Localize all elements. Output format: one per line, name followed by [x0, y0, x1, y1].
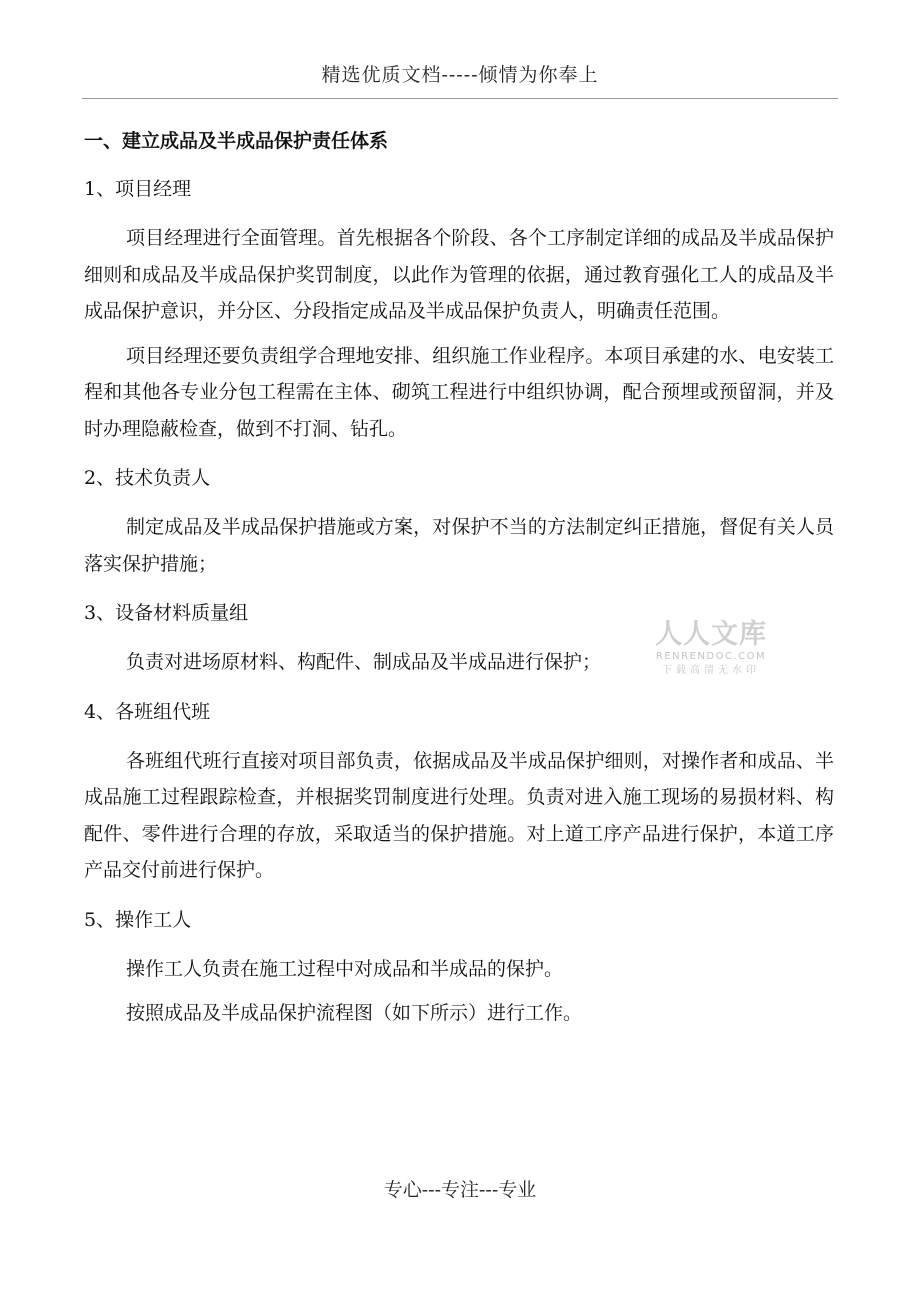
section-title: 一、建立成品及半成品保护责任体系	[84, 130, 389, 152]
paragraph: 各班组代班行直接对项目部负责，依据成品及半成品保护细则，对操作者和成品、半成品施工过程跟踪检查，并根据奖罚制度进行处理。负责对进入施工现场的易损材料、构配件、零件进行合理的存放，采取适当的保护措施。对上道工序产品进行保护，本道工序产品交付前进行保护。	[84, 749, 834, 881]
header-divider	[82, 98, 838, 99]
paragraph: 操作工人负责在施工过程中对成品和半成品的保护。	[126, 957, 564, 980]
paragraph: 制定成品及半成品保护措施或方案，对保护不当的方法制定纠正措施，督促有关人员落实保护措施；	[84, 516, 834, 575]
paragraph: 项目经理还要负责组学合理地安排、组织施工作业程序。本项目承建的水、电安装工程和其他各专业分包工程需在主体、砌筑工程进行中组织协调，配合预埋或预留洞，并及时办理隐蔽检查，做到不打洞、钻孔。	[84, 344, 834, 440]
paragraph: 按照成品及半成品保护流程图（如下所示）进行工作。	[126, 1002, 583, 1024]
item-heading-technical-lead: 2、技术负责人	[84, 467, 211, 489]
document-body	[84, 118, 834, 1040]
paragraph: 负责对进场原材料、构配件、制成品及半成品进行保护；	[126, 651, 602, 673]
page-footer: 专心---专注---专业	[383, 1179, 537, 1201]
watermark	[646, 620, 776, 678]
watermark-domain: RENRENDOC.COM	[655, 651, 767, 662]
item-heading-workers: 5、操作工人	[84, 908, 192, 931]
watermark-logo: 人人文库	[655, 619, 767, 650]
item-heading-team-leaders: 4、各班组代班	[84, 700, 211, 723]
item-heading-project-manager: 1、项目经理	[84, 178, 192, 200]
item-heading-materials-quality-group: 3、设备材料质量组	[84, 602, 249, 624]
watermark-slogan: 下载高清无水印	[662, 665, 760, 676]
paragraph: 项目经理进行全面管理。首先根据各个阶段、各个工序制定详细的成品及半成品保护细则和成品及半成品保护奖罚制度，以此作为管理的依据，通过教育强化工人的成品及半成品保护意识，并分区、分段指定成品及半成品保护负责人，明确责任范围。	[84, 227, 834, 322]
page-header: 精选优质文档-----倾情为你奉上	[321, 64, 599, 86]
